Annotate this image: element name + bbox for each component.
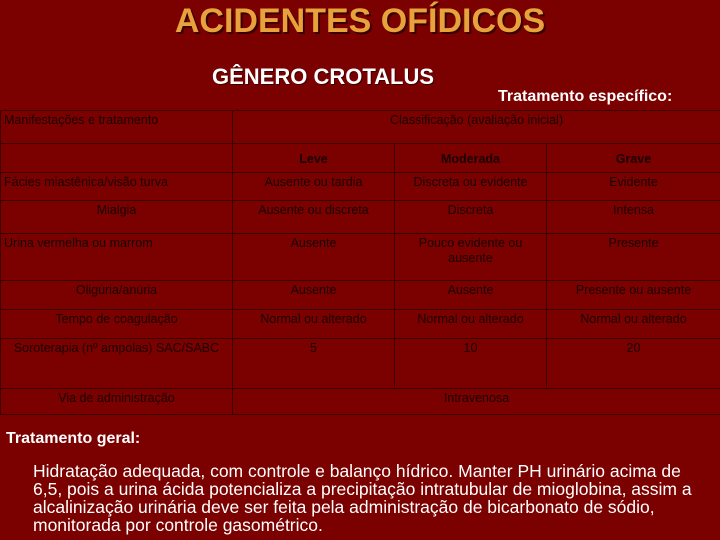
- table-row: [1, 281, 720, 310]
- general-treatment-label: Tratamento geral:: [6, 430, 141, 447]
- severity-grave: Grave: [547, 144, 720, 173]
- table-row: [1, 339, 720, 389]
- cell-grave: Presente ou ausente: [547, 281, 720, 310]
- table-row: [1, 389, 720, 415]
- severity-moderada: Moderada: [395, 144, 547, 173]
- row-label: Mialgia: [1, 201, 233, 234]
- classification-table: [0, 110, 720, 415]
- cell-moderada: Normal ou alterado: [395, 310, 547, 339]
- specific-treatment-label: Tratamento específico:: [498, 88, 673, 105]
- table-row: [1, 310, 720, 339]
- header-empty-cell: [1, 144, 233, 173]
- cell-moderada: Discreta: [395, 201, 547, 234]
- cell-leve: Ausente ou tardia: [233, 173, 395, 201]
- cell-moderada: Ausente: [395, 281, 547, 310]
- row-label: Tempo de coagulação: [1, 310, 233, 339]
- row-label: Soroterapia (nº ampolas) SAC/SABC: [1, 339, 233, 389]
- slide-title: ACIDENTES OFÍDICOS: [174, 2, 546, 40]
- cell-grave: Intensa: [547, 201, 720, 234]
- route-value: Intravenosa: [233, 389, 720, 415]
- row-label: Oligúria/anúria: [1, 281, 233, 310]
- cell-leve: Ausente: [233, 281, 395, 310]
- cell-moderada: Pouco evidente ou ausente: [395, 234, 547, 281]
- severity-leve: Leve: [233, 144, 395, 173]
- general-treatment-text: Hidratação adequada, com controle e balanço hídrico. Manter PH urinário acima de 6,5, pois a urina ácida potencializa a precipitação intratubular de mioglobina, assim a alcalinização urinária deve ser feita pela administração de bicarbonato de sódio, monitorada por controle gasométrico.: [33, 461, 692, 535]
- row-label: Fácies miastênica/visão turva: [1, 173, 233, 201]
- row-label: Urina vermelha ou marrom: [1, 234, 233, 281]
- table-row: [1, 234, 720, 281]
- header-classification: Classificação (avaliação inicial): [233, 111, 720, 144]
- cell-moderada: 10: [395, 339, 547, 389]
- cell-grave: Presente: [547, 234, 720, 281]
- cell-grave: Normal ou alterado: [547, 310, 720, 339]
- cell-leve: Ausente ou discreta: [233, 201, 395, 234]
- slide-subtitle: GÊNERO CROTALUS: [212, 64, 435, 89]
- table-row: [1, 201, 720, 234]
- cell-leve: Ausente: [233, 234, 395, 281]
- header-manifestations: Manifestações e tratamento: [1, 111, 233, 144]
- cell-leve: 5: [233, 339, 395, 389]
- cell-grave: 20: [547, 339, 720, 389]
- cell-moderada: Discreta ou evidente: [395, 173, 547, 201]
- cell-leve: Normal ou alterado: [233, 310, 395, 339]
- cell-grave: Evidente: [547, 173, 720, 201]
- route-label: Via de administração: [1, 389, 233, 415]
- table-row: [1, 173, 720, 201]
